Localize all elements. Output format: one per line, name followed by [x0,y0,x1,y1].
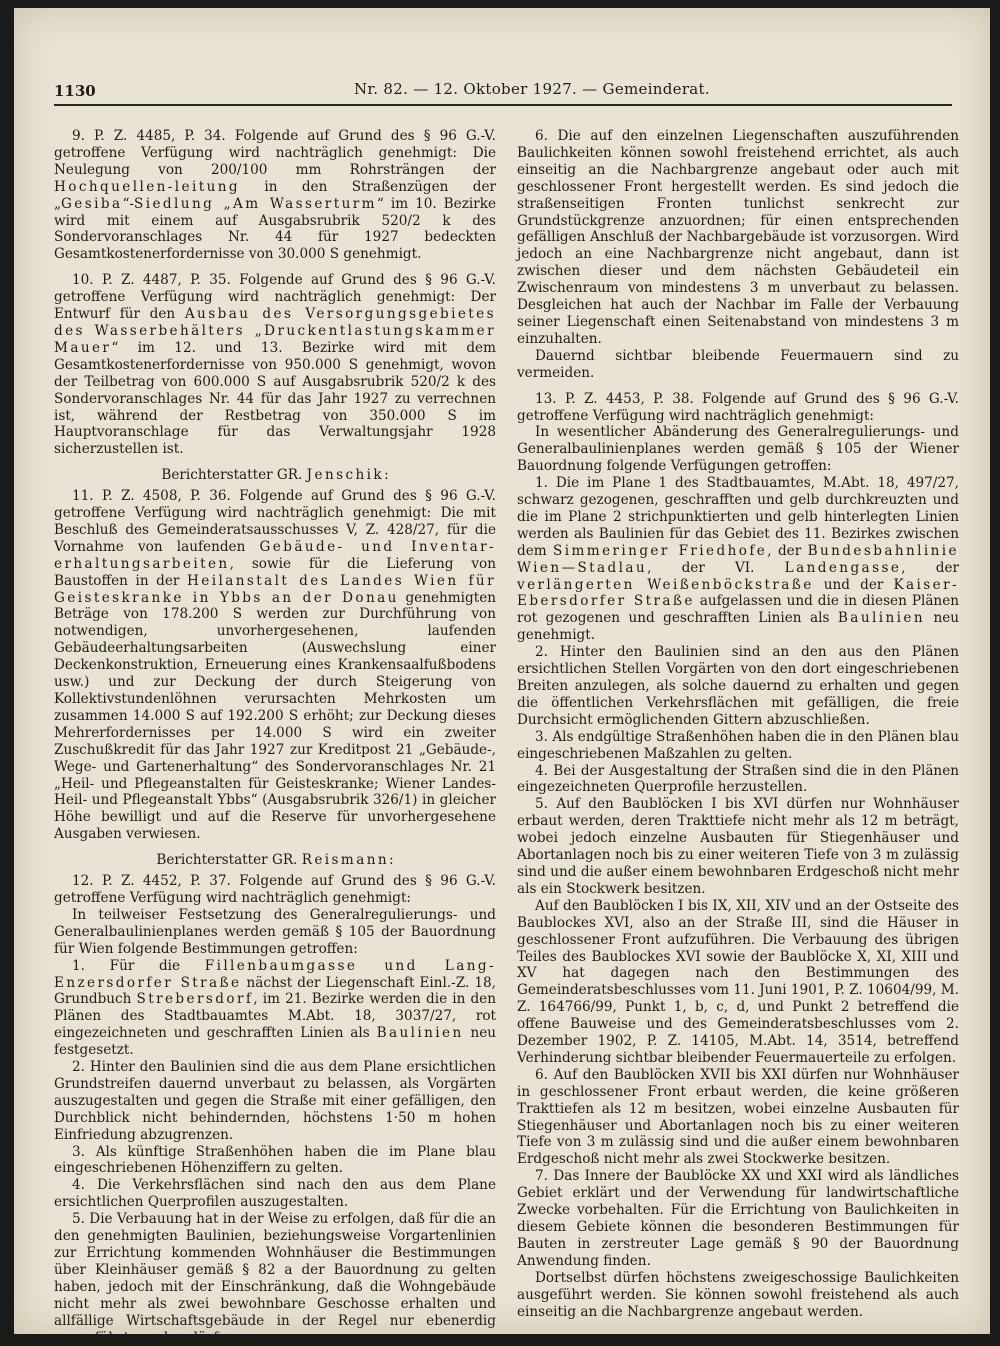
text: in den Straßenzügen der „ [54,178,496,212]
text: 1. Die im Plane 1 des Stadtbauamtes, M.Abt. 18, 497/27, schwarz gezogenen, geschrafften und gelb durchkreuzten und die im Plane 2 strichpunktierten und gelb hinterlegten Linien werden als Baulinien für das Gebiet des 11. Bezirkes zwischen dem [517,475,959,559]
text: und der [813,576,894,593]
item-13-point-4: 4. Bei der Ausgestaltung der Straßen sind die in den Plänen eingezeichneten Querprofile herzustellen. [517,762,959,796]
spaced-text: Fillenbaumgasse und Lang-Enzersdorfer Straße [54,957,496,991]
reporter-line [54,852,496,869]
item-13-point-3: 3. Als endgültige Straßenhöhen haben die in den Plänen blau eingeschriebenen Maßzahlen zu gelten. [517,728,959,762]
item-13-point-7: 7. Das Innere der Baublöcke XX und XXI wird als ländliches Gebiet erklärt und der Verwendung für landwirtschaftliche Zwecke vorbehalten. Für die Errichtung von Baulichkeiten in diesem Gebiete können die besonderen Bestimmungen für Bauten in zerstreuter Lage gemäß § 90 der Bauordnung Anwendung finden. [517,1168,959,1269]
running-title: Nr. 82. — 12. Oktober 1927. — Gemeinderat. [354,80,710,98]
spaced-text: Landengasse [784,559,902,576]
spaced-text: Siedlung „Am Wasserturm [134,195,377,212]
spaced-text: Baulinien [837,610,925,627]
item-12-intro: In teilweiser Festsetzung des Generalregulierungs- und Generalbaulinienplanes werden gemäß § 105 der Bauordnung für Wien folgende Bestimmungen getroffen: [54,906,496,957]
text: 10. P. Z. 4487, P. 35. Folgende auf Grund des § 96 G.-V. getroffene Verfügung wird nachträglich genehmigt: Der Entwurf für den [54,272,496,323]
text: , der VI. [647,559,785,576]
left-column [54,128,496,1346]
spaced-text: Heilanstalt des Landes Wien für Geisteskranke in Ybbs an der Donau [54,572,496,606]
text: “ im 10. Bezirke wird mit einem auf Ausgabsrubrik 520/2 k des Sondervoranschlages Nr. 44 für 1927 bedeckten Gesamtkostenerfordernisse von 30.000 S genehmigt. [54,195,497,263]
text: , der [767,542,808,559]
item-12-point-2: 2. Hinter den Baulinien sind die aus dem Plane ersichtlichen Grundstreifen dauernd unverbaut zu belassen, als Vorgärten auszugestalten und gegen die Straße mit einer gefälligen, den Durchblick nicht behindernden, höchstens 1·50 m hohen Einfriedung abzugrenzen. [54,1059,496,1143]
item-13-point-2: 2. Hinter den Baulinien sind an den aus den Plänen ersichtlichen Stellen Vorgärten von den dort eingeschriebenen Breiten anzulegen, als solche dauernd zu erhalten und gegen die öffentlichen Verkehrsflächen mit gefälligen, die freie Durchsicht ermöglichenden Gittern abzuschließen. [517,644,959,728]
item-12-lead: 12. P. Z. 4452, P. 37. Folgende auf Grund des § 96 G.-V. getroffene Verfügung wird nachträglich genehmigt: [54,873,496,906]
item-12-point-3: 3. Als künftige Straßenhöhen haben die im Plane blau eingeschriebenen Höhenziffern zu gelten. [54,1143,496,1177]
text: Berichterstatter GR. [156,852,302,869]
item-12-point-1 [54,958,496,1059]
spaced-text: Ausbau des Versorgungsgebietes des Wasserbehälters „Druckentlastungskammer Mauer [54,306,496,356]
spaced-text: Simmeringer Friedhofe [553,542,768,559]
text: aufgelassen und die in diesen Plänen rot gezogenen und geschrafften Linien als [517,593,959,627]
text: Berichterstatter GR. [161,467,307,484]
text: : [384,467,389,484]
item-10 [54,272,496,458]
item-11 [54,488,496,843]
right-column [517,128,959,1320]
text: nächst der Liegenschaft Einl.-Z. 18, Grundbuch [54,974,496,1008]
spaced-text: verlängerten Weißenböckstraße [517,576,814,593]
item-12-point-6: 6. Die auf den einzelnen Liegenschaften auszuführenden Baulichkeiten können sowohl freistehend errichtet, als auch einseitig an die Nachbargrenze angebaut oder auch mit geschlossener Front hergestellt werden. Es sind jedoch die straßenseitigen Fronten tunlichst senkrecht zur Grundstückgrenze anzuordnen; für einen entsprechenden gefälligen Anschluß der Nachbargebäude ist vorzusorgen. Wird jedoch an eine Nachbargrenze nicht angebaut, dann ist zwischen dieser und dem nächsten Gebäudeteil ein Zwischenraum von mindestens 3 m unverbaut zu belassen. Desgleichen hat auch der Nachbar im Falle der Verbauung seiner Liegenschaft einen Seitenabstand von mindestens 3 m einzuhalten. [517,128,959,347]
page-number: 1130 [54,82,96,100]
item-12-point-5: 5. Die Verbauung hat in der Weise zu erfolgen, daß für die an den genehmigten Baulinien, beziehungsweise Vorgartenlinien zur Errichtung kommenden Wohnhäuser die Bestimmungen über Kleinhäuser gemäß § 82 a der Bauordnung zu gelten haben, jedoch mit der Einschränkung, daß die Wohngebäude nicht mehr als zwei bewohnbare Geschosse erhalten und allfällige Wirtschaftsgebäude in der Regel nur ebenerdig ausgeführt werden dürfen. [54,1211,496,1346]
item-13-point-1 [517,475,959,644]
item-12-point-6-note: Dauernd sichtbar bleibende Feuermauern sind zu vermeiden. [517,347,959,381]
spaced-text: Gebäude- und Inventar-erhaltungsarbeiten [54,538,496,572]
spaced-text: Hochquellen-leitung [54,178,241,195]
text: 1. Für die [72,957,205,974]
item-13-point-7-cont: Dortselbst dürfen höchstens zweigeschossige Baulichkeiten ausgeführt werden. Sie können sowohl freistehend als auch einseitig an die Nachbargrenze angebaut werden. [517,1269,959,1320]
spaced-text: Gesiba [61,195,123,212]
text: , der [901,559,960,576]
page-header [54,74,952,106]
text: 9. P. Z. 4485, P. 34. Folgende auf Grund des § 96 G.-V. getroffene Verfügung wird nachträglich genehmigt: Die Neulegung von 200/100 mm Rohrsträngen der [54,128,496,178]
text: , sowie für die Lieferung von Baustoffen in der [54,555,496,589]
document-page [14,8,990,1346]
spaced-text: Bundesbahnlinie Wien—Stadlau [517,542,959,576]
text: 11. P. Z. 4508, P. 36. Folgende auf Grund des § 96 G.-V. getroffene Verfügung wird nachträglich genehmigt: Die mit Beschluß des Gemeinderatsausschusses V, Z. 428/27, für die Vornahme von laufenden [54,488,496,555]
spaced-text: Strebersdorf [136,991,254,1008]
item-9 [54,128,496,263]
spaced-text: Kaiser-Ebersdorfer Straße [517,576,959,610]
text: : [389,852,394,869]
item-13-lead: 13. P. Z. 4453, P. 38. Folgende auf Grund des § 96 G.-V. getroffene Verfügung wird nachträglich genehmigt: [517,390,959,424]
text: , im 21. Bezirke werden die in den Plänen des Stadtbauamtes M.Abt. 18, 3037/27, rot eingezeichneten und geschrafften Linien als [54,991,496,1042]
text: “ im 12. und 13. Bezirke wird mit dem Gesamtkostenerfordernisse von 950.000 S genehmigt, wovon der Teilbetrag von 600.000 S auf Ausgabsrubrik 520/2 k des Sondervoranschlages Nr. 44 für das Jahr 1927 zu verrechnen ist, während der Restbetrag von 350.000 S im Hauptvoranschlage für das Verwaltungsjahr 1928 sicherzustellen ist. [54,339,496,458]
reporter-name: Reismann [301,852,390,869]
item-12-point-4: 4. Die Verkehrsflächen sind nach den aus dem Plane ersichtlichen Querprofilen auszugestalten. [54,1177,496,1211]
text: “- [122,195,135,212]
item-13-point-5: 5. Auf den Baublöcken I bis XVI dürfen nur Wohnhäuser erbaut werden, deren Trakttiefe nicht mehr als 12 m beträgt, wobei jedoch einzelne Ausbauten für Stiegenhäuser und Abortanlagen noch bis zu einer weiteren Tiefe von 3 m zulässig sind und die außer einem bewohnbaren Erdgeschoß nicht mehr als ein Stockwerk besitzen. [517,796,959,897]
reporter-line [54,467,496,484]
text: neu genehmigt. [517,610,959,644]
item-13-point-6: 6. Auf den Baublöcken XVII bis XXI dürfen nur Wohnhäuser in geschlossener Front erbaut werden, die keine größeren Trakttiefen als 12 m besitzen, wobei einzelne Ausbauten für Stiegenhäuser und Abortanlagen noch bis zu einer weiteren Tiefe von 3 m zulässig sind und die außer einem bewohnbaren Erdgeschoß nicht mehr als zwei Stockwerke besitzen. [517,1066,959,1168]
text: genehmigten Beträge von 178.200 S werden zur Durchführung von notwendigen, unvorhergesehenen, laufenden Gebäudeerhaltungsarbeiten (Auswechslung einer Deckenkonstruktion, Erneuerung eines Krankensaalfußbodens usw.) und zur Deckung der durch Steigerung von Kollektivstundenlöhnen verursachten Mehrkosten um zusammen 14.000 S auf 192.200 S erhöht; zur Deckung dieses Mehrerfordernisses per 14.000 S wird ein zweiter Zuschußkredit für das Jahr 1927 zur Kreditpost 21 „Gebäude-, Wege- und Gartenerhaltung“ des Sondervoranschlages Nr. 21 „Heil- und Pflegeanstalten für Geisteskranke; Wiener Landes-Heil- und Pflegeanstalt Ybbs“ (Ausgabsrubrik 326/1) in gleicher Höhe bewilligt und auf die Reserve für unvorhergesehene Ausgaben verwiesen. [54,589,496,843]
text: neu festgesetzt. [54,1025,496,1059]
item-13-intro: In wesentlicher Abänderung des Generalregulierungs- und Generalbaulinienplanes werden gemäß § 105 der Wiener Bauordnung folgende Verfügungen getroffen: [517,424,959,475]
item-13-point-5-cont: Auf den Baublöcken I bis IX, XII, XIV und an der Ostseite des Baublockes XVI, also an der Straße III, sind die Häuser in geschlossener Front aufzuführen. Die Verbauung des übrigen Teiles des Baublockes XVI sowie der Baublöcke X, XI, XIII und XV hat dagegen nach den Bestimmungen des Gemeinderatsbeschlusses vom 11. Juni 1901, P. Z. 10604/99, M. Z. 164766/99, Punkt 1, b, c, d, und Punkt 2 betreffend die offene Bauweise und des Gemeinderatsbeschlusses vom 2. Dezember 1902, P. Z. 14105, M.Abt. 14, 3514, betreffend Verhinderung sichtbar bleibender Feuermauerteile zu erfolgen. [517,897,959,1066]
spaced-text: Baulinien [376,1025,464,1042]
reporter-name: Jenschik [306,467,385,484]
